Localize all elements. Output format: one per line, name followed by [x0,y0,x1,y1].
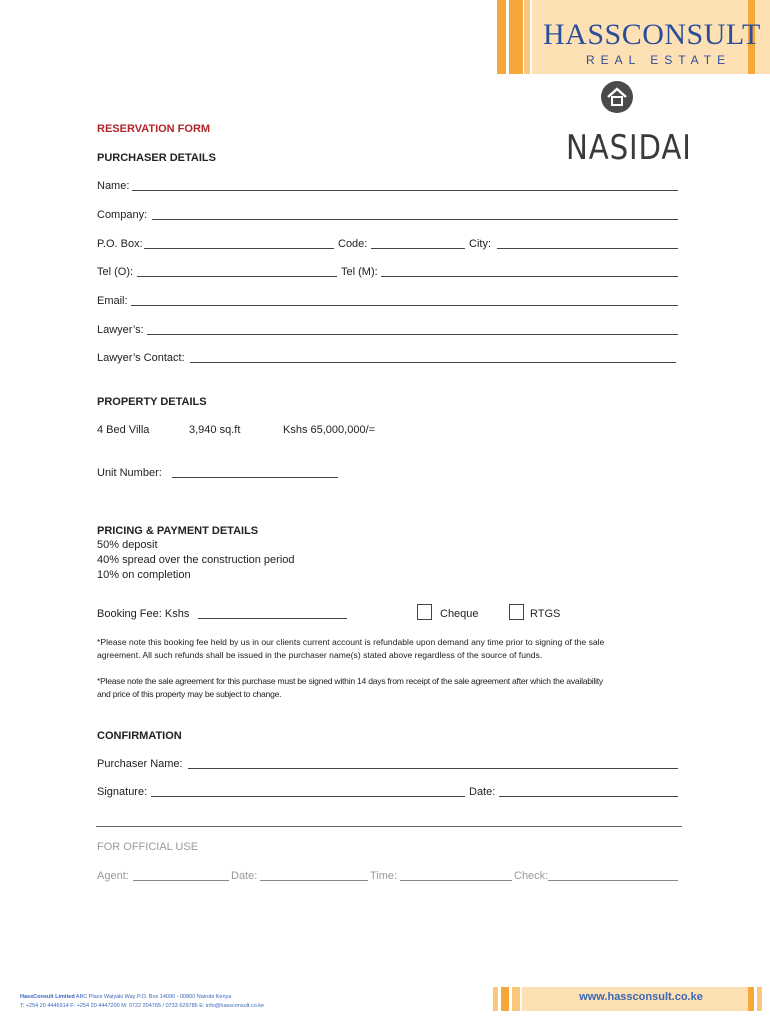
header-stripe [524,0,530,74]
code-field[interactable] [371,248,465,249]
po-box-field[interactable] [144,248,334,249]
property-price: Kshs 65,000,000/= [283,424,376,436]
payment-term: 40% spread over the construction period [97,554,295,566]
name-field[interactable] [132,190,678,191]
footer-address-text: ABC Place Waiyaki Way P.O. Box 14090 - 00800 Nairobi Kenya [74,994,232,1000]
project-logo: NASIDAI [566,128,692,168]
brand-tagline: REAL ESTATE [586,53,732,67]
check-field[interactable] [548,880,678,881]
lawyer-field[interactable] [147,334,678,335]
agreement-note: *Please note the sale agreement for this purchase must be signed within 14 days from receipt of the sale agreement after which the availability and price of this property may be subject to change. [97,676,603,699]
email-label: Email: [97,295,128,307]
booking-fee-label: Booking Fee: Kshs [97,608,190,620]
purchaser-section-heading: PURCHASER DETAILS [97,152,216,164]
rtgs-label: RTGS [530,608,561,620]
footer-stripe [512,987,520,1011]
agent-field[interactable] [133,880,229,881]
date-field[interactable] [499,796,678,797]
lawyer-contact-field[interactable] [190,362,676,363]
tel-office-label: Tel (O): [97,266,134,278]
form-title: RESERVATION FORM [97,123,211,135]
date-label: Date: [469,786,496,798]
property-type: 4 Bed Villa [97,424,150,436]
header-stripe [509,0,523,74]
official-section-heading: FOR OFFICIAL USE [97,841,199,853]
po-box-label: P.O. Box: [97,238,143,250]
cheque-checkbox[interactable] [417,604,432,620]
city-field[interactable] [497,248,678,249]
footer-address [20,994,231,1000]
unit-number-field[interactable] [172,477,338,478]
company-label: Company: [97,209,148,221]
name-label: Name: [97,180,130,192]
time-label: Time: [370,870,398,882]
official-date-label: Date: [231,870,258,882]
footer-stripe [493,987,498,1011]
payment-term: 10% on completion [97,569,191,581]
footer-company: HassConsult Limited [20,994,75,1000]
email-field[interactable] [131,305,678,306]
signature-field[interactable] [151,796,465,797]
pricing-section-heading: PRICING & PAYMENT DETAILS [97,525,259,537]
footer-contacts: T: +254 20 4446914 F: +254 20 4447200 M: 0722 204765 / 0733 629786 E: info@hassconsult.co.ke [20,1003,265,1009]
company-field[interactable] [152,219,678,220]
website-link[interactable]: www.hassconsult.co.ke [579,991,703,1003]
brand-logo: HASSCONSULT [543,18,761,51]
footer-stripe [757,987,762,1011]
refund-note: *Please note this booking fee held by us in our clients current account is refundable upon demand any time prior to signing of the sale agreement. All such refunds shall be issued in the purchaser name(s) stated above regardless of the source of funds. [97,637,605,660]
footer-stripe [748,987,754,1011]
unit-number-label: Unit Number: [97,467,162,479]
property-size: 3,940 sq.ft [189,424,241,436]
footer-stripe [501,987,509,1011]
lawyer-contact-label: Lawyer’s Contact: [97,352,185,364]
check-label: Check: [514,870,549,882]
city-label: City: [469,238,491,250]
house-icon [601,81,633,113]
code-label: Code: [338,238,368,250]
rtgs-checkbox[interactable] [509,604,524,620]
tel-mobile-label: Tel (M): [341,266,378,278]
official-date-field[interactable] [260,880,368,881]
purchaser-name-label: Purchaser Name: [97,758,183,770]
payment-term: 50% deposit [97,539,158,551]
time-field[interactable] [400,880,512,881]
section-divider [96,826,682,827]
cheque-label: Cheque [440,608,479,620]
purchaser-name-field[interactable] [188,768,678,769]
tel-office-field[interactable] [137,276,337,277]
confirmation-section-heading: CONFIRMATION [97,730,182,742]
header-stripe [497,0,506,74]
signature-label: Signature: [97,786,148,798]
tel-mobile-field[interactable] [381,276,678,277]
agent-label: Agent: [97,870,129,882]
lawyer-label: Lawyer’s: [97,324,144,336]
booking-fee-field[interactable] [198,618,347,619]
property-section-heading: PROPERTY DETAILS [97,396,207,408]
